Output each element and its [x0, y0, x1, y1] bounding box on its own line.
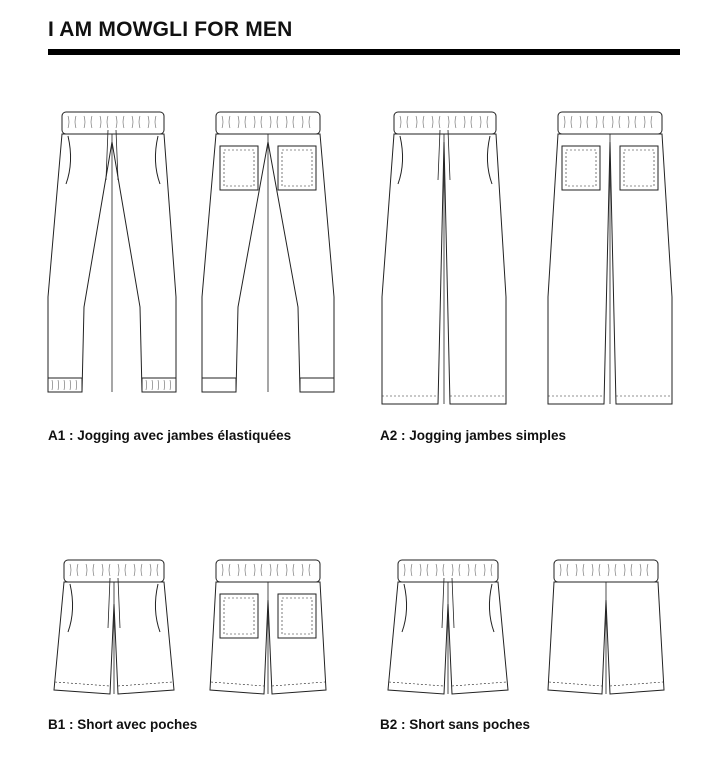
a1-front-drawing: [48, 112, 176, 392]
caption-a2: A2 : Jogging jambes simples: [380, 428, 567, 443]
b1-back-drawing: [210, 560, 326, 694]
a2-front-drawing: [382, 112, 506, 404]
b1-front-drawing: [54, 560, 174, 694]
a2-back-drawing: [548, 112, 672, 404]
caption-a1: A1 : Jogging avec jambes élastiquées: [48, 428, 292, 443]
b2-front-drawing: [388, 560, 508, 694]
b2-back-drawing: [548, 560, 664, 694]
caption-b1: B1 : Short avec poches: [48, 717, 198, 732]
caption-b2: B2 : Short sans poches: [380, 717, 531, 732]
page-title: I AM MOWGLI FOR MEN: [48, 18, 293, 41]
a1-back-drawing: [202, 112, 334, 392]
